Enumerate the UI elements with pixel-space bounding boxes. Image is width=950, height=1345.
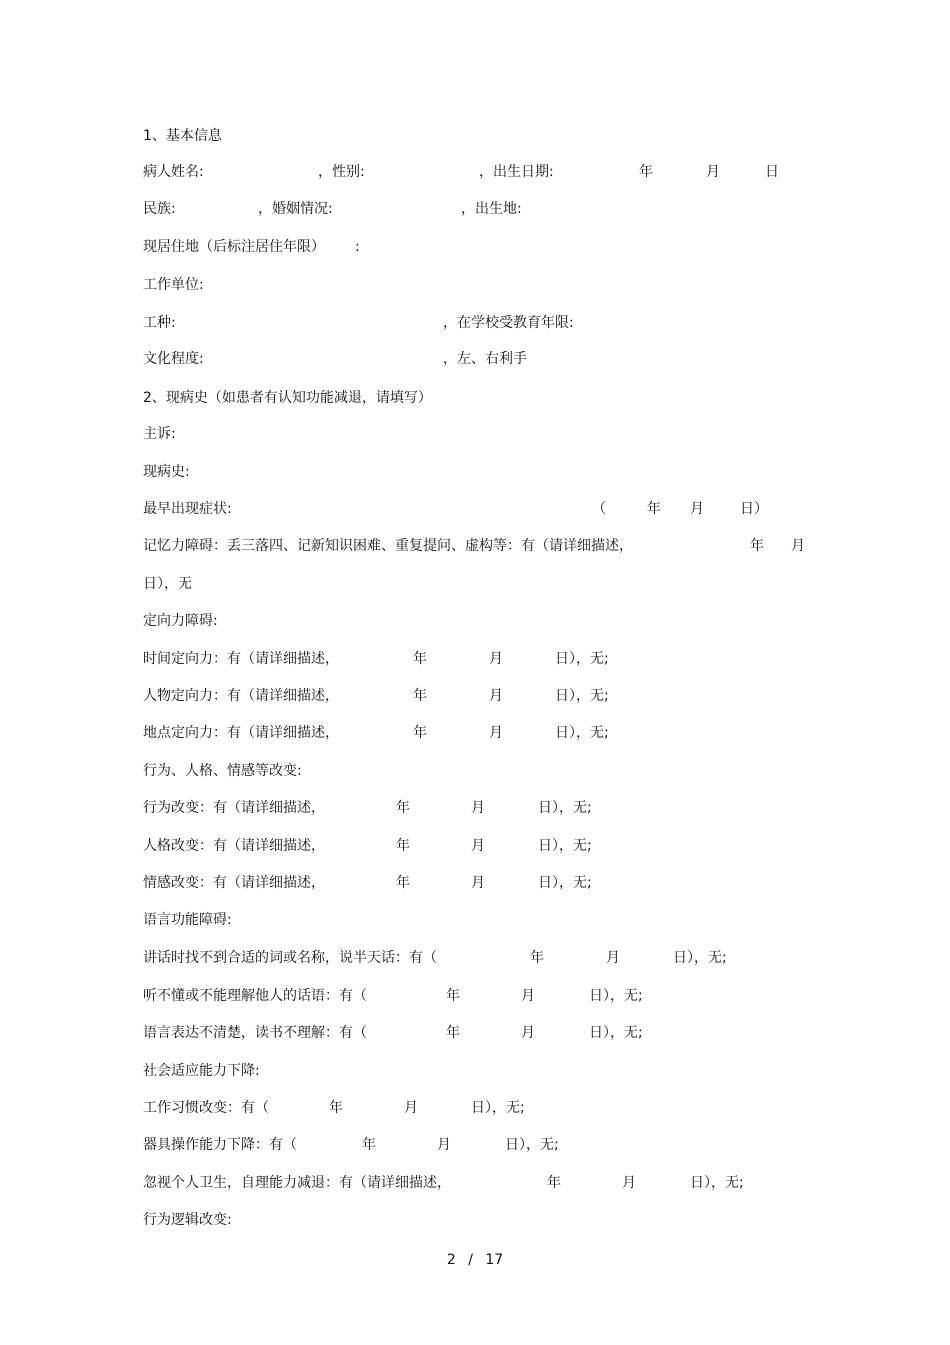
- word-finding-label: 讲话时找不到合适的词或名称，说半天话：有（: [143, 950, 437, 966]
- month-label: 月: [471, 838, 485, 854]
- month-label: 月: [622, 1175, 636, 1191]
- heading-text: 1、基本信息: [143, 128, 222, 144]
- logic-heading: 行为逻辑改变:: [143, 1212, 232, 1228]
- month-label: 月: [690, 501, 704, 517]
- year-label: 年: [530, 950, 544, 966]
- residence-colon: :: [355, 239, 360, 255]
- year-label: 年: [446, 988, 460, 1004]
- day-none-label: 日），无;: [673, 950, 727, 966]
- language-heading: 语言功能障碍:: [143, 912, 232, 928]
- day-label: 日: [765, 164, 779, 180]
- day-none-label: 日），无;: [471, 1100, 525, 1116]
- day-none-label: 日），无;: [690, 1175, 744, 1191]
- dob-label: ，出生日期:: [479, 164, 554, 180]
- personality-change-label: 人格改变：有（请详细描述，: [143, 838, 325, 854]
- day-none-label: 日），无;: [505, 1137, 559, 1153]
- orientation-heading: 定向力障碍:: [143, 613, 218, 629]
- day-none-label: 日），无;: [555, 725, 609, 741]
- month-label: 月: [489, 688, 503, 704]
- social-heading: 社会适应能力下降:: [143, 1063, 260, 1079]
- chief-complaint-label: 主诉:: [143, 426, 176, 442]
- place-orientation-label: 地点定向力：有（请详细描述，: [143, 725, 339, 741]
- person-orientation-label: 人物定向力：有（请详细描述，: [143, 688, 339, 704]
- history-label: 现病史:: [143, 464, 190, 480]
- occupation-label: 工种:: [143, 315, 176, 331]
- page-separator: /: [468, 1252, 473, 1268]
- work-habit-label: 工作习惯改变：有（: [143, 1100, 269, 1116]
- year-label: 年: [413, 725, 427, 741]
- day-none-label: 日），无;: [538, 838, 592, 854]
- hygiene-label: 忽视个人卫生，自理能力减退：有（请详细描述，: [143, 1175, 451, 1191]
- marital-label: ，婚姻情况:: [258, 201, 333, 217]
- month-label: 月: [489, 651, 503, 667]
- behavior-change-label: 行为改变：有（请详细描述，: [143, 800, 325, 816]
- year-label: 年: [413, 688, 427, 704]
- year-label: 年: [639, 164, 653, 180]
- month-label: 月: [404, 1100, 418, 1116]
- month-label: 月: [706, 164, 720, 180]
- memory-end: 日），无: [143, 576, 192, 592]
- year-label: 年: [750, 538, 764, 554]
- education-years-label: ，在学校受教育年限:: [443, 315, 574, 331]
- month-label: 月: [437, 1137, 451, 1153]
- month-label: 月: [791, 538, 805, 554]
- day-close-label: 日）: [740, 501, 768, 517]
- page-total: 17: [485, 1252, 504, 1268]
- residence-label: 现居住地（后标注居住年限）: [143, 239, 325, 255]
- heading-text: 2、现病史（如患者有认知功能减退，请填写）: [143, 390, 432, 406]
- ethnicity-label: 民族:: [143, 201, 176, 217]
- behavior-heading: 行为、人格、情感等改变:: [143, 763, 302, 779]
- education-level-label: 文化程度:: [143, 351, 204, 367]
- comprehension-label: 听不懂或不能理解他人的话语：有（: [143, 988, 367, 1004]
- handedness-label: ，左、右利手: [443, 351, 527, 367]
- year-label: 年: [647, 501, 661, 517]
- workplace-label: 工作单位:: [143, 277, 204, 293]
- year-label: 年: [396, 838, 410, 854]
- month-label: 月: [606, 950, 620, 966]
- emotion-change-label: 情感改变：有（请详细描述，: [143, 875, 325, 891]
- memory-label: 记忆力障碍：丢三落四、记新知识困难、重复提问、虚构等：有（请详细描述，: [143, 538, 633, 554]
- year-label: 年: [547, 1175, 561, 1191]
- name-label: 病人姓名:: [143, 164, 204, 180]
- birthplace-label: ，出生地:: [461, 201, 522, 217]
- expression-label: 语言表达不清楚，读书不理解：有（: [143, 1025, 367, 1041]
- year-label: 年: [413, 651, 427, 667]
- month-label: 月: [521, 988, 535, 1004]
- month-label: 月: [471, 800, 485, 816]
- year-label: 年: [329, 1100, 343, 1116]
- day-none-label: 日），无;: [538, 875, 592, 891]
- day-none-label: 日），无;: [538, 800, 592, 816]
- year-label: 年: [446, 1025, 460, 1041]
- tool-use-label: 器具操作能力下降：有（: [143, 1137, 297, 1153]
- earliest-symptom-label: 最早出现症状:: [143, 501, 232, 517]
- page-current: 2: [446, 1252, 456, 1268]
- gender-label: ，性别:: [318, 164, 365, 180]
- day-none-label: 日），无;: [589, 1025, 643, 1041]
- day-none-label: 日），无;: [555, 688, 609, 704]
- day-none-label: 日），无;: [555, 651, 609, 667]
- year-label: 年: [396, 800, 410, 816]
- year-label: 年: [362, 1137, 376, 1153]
- month-label: 月: [471, 875, 485, 891]
- month-label: 月: [489, 725, 503, 741]
- open-paren: （: [592, 501, 606, 517]
- day-none-label: 日），无;: [589, 988, 643, 1004]
- page-number: [0, 1250, 950, 1270]
- time-orientation-label: 时间定向力：有（请详细描述，: [143, 651, 339, 667]
- year-label: 年: [396, 875, 410, 891]
- month-label: 月: [521, 1025, 535, 1041]
